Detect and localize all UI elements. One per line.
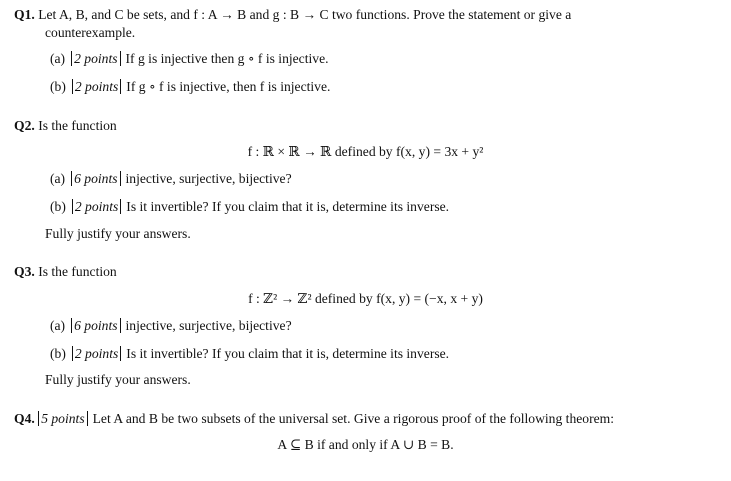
q3-part-a-label: (a) [50, 318, 66, 333]
q1-part-b-points: 2 points [72, 79, 121, 94]
q2-number: Q2. [14, 118, 35, 133]
q2-part-a-points: 6 points [71, 171, 120, 186]
q2-part-b-label: (b) [50, 199, 66, 214]
q2-part-a-text: injective, surjective, bijective? [125, 171, 292, 186]
q3-part-a-points: 6 points [71, 318, 120, 333]
q2-formula: f : ℝ × ℝ → ℝ defined by f(x, y) = 3x + y² [247, 144, 484, 159]
q1-intro-continuation: counterexample. [45, 25, 136, 40]
q1-part-b-text: If g ∘ f is injective, then f is injective. [126, 79, 331, 94]
q2-part-b [50, 199, 449, 215]
q1-intro-text: Let A, B, and C be sets, and f : A → B and g : B → C two functions. Prove the statement or give a [38, 7, 572, 22]
q3-formula: f : ℤ² → ℤ² defined by f(x, y) = (−x, x + y) [248, 291, 483, 306]
q2-part-b-text: Is it invertible? If you claim that it is, determine its inverse. [126, 199, 450, 214]
q2-part-a-label: (a) [50, 171, 66, 186]
q4-intro-text: Let A and B be two subsets of the universal set. Give a rigorous proof of the following theorem: [92, 411, 614, 426]
q3-intro-text: Is the function [38, 264, 117, 279]
q1-part-a-label: (a) [50, 51, 66, 66]
q3-part-b-points: 2 points [72, 346, 121, 361]
q4-points: 5 points [38, 411, 87, 426]
q3-number: Q3. [14, 264, 35, 279]
q2-intro-line [14, 118, 117, 134]
q1-part-a-text: If g is injective then g ∘ f is injective. [125, 51, 329, 66]
q3-note: Fully justify your answers. [45, 372, 191, 387]
q1-part-b [50, 79, 330, 95]
q3-part-a [50, 318, 292, 334]
q2-note: Fully justify your answers. [45, 226, 191, 241]
q1-part-a [50, 51, 329, 67]
q3-part-a-text: injective, surjective, bijective? [125, 318, 292, 333]
q1-part-b-label: (b) [50, 79, 66, 94]
q3-intro-line [14, 264, 117, 280]
q3-part-b-text: Is it invertible? If you claim that it is, determine its inverse. [126, 346, 450, 361]
q4-intro-line [14, 411, 614, 427]
q2-part-a [50, 171, 292, 187]
q3-part-b-label: (b) [50, 346, 66, 361]
q1-number: Q1. [14, 7, 35, 22]
q3-part-b [50, 346, 449, 362]
q1-part-a-points: 2 points [71, 51, 120, 66]
q1-intro-line [14, 7, 571, 23]
q4-theorem: A ⊆ B if and only if A ∪ B = B. [277, 437, 454, 452]
q4-number: Q4. [14, 411, 35, 426]
q2-part-b-points: 2 points [72, 199, 121, 214]
q2-intro-text: Is the function [38, 118, 117, 133]
